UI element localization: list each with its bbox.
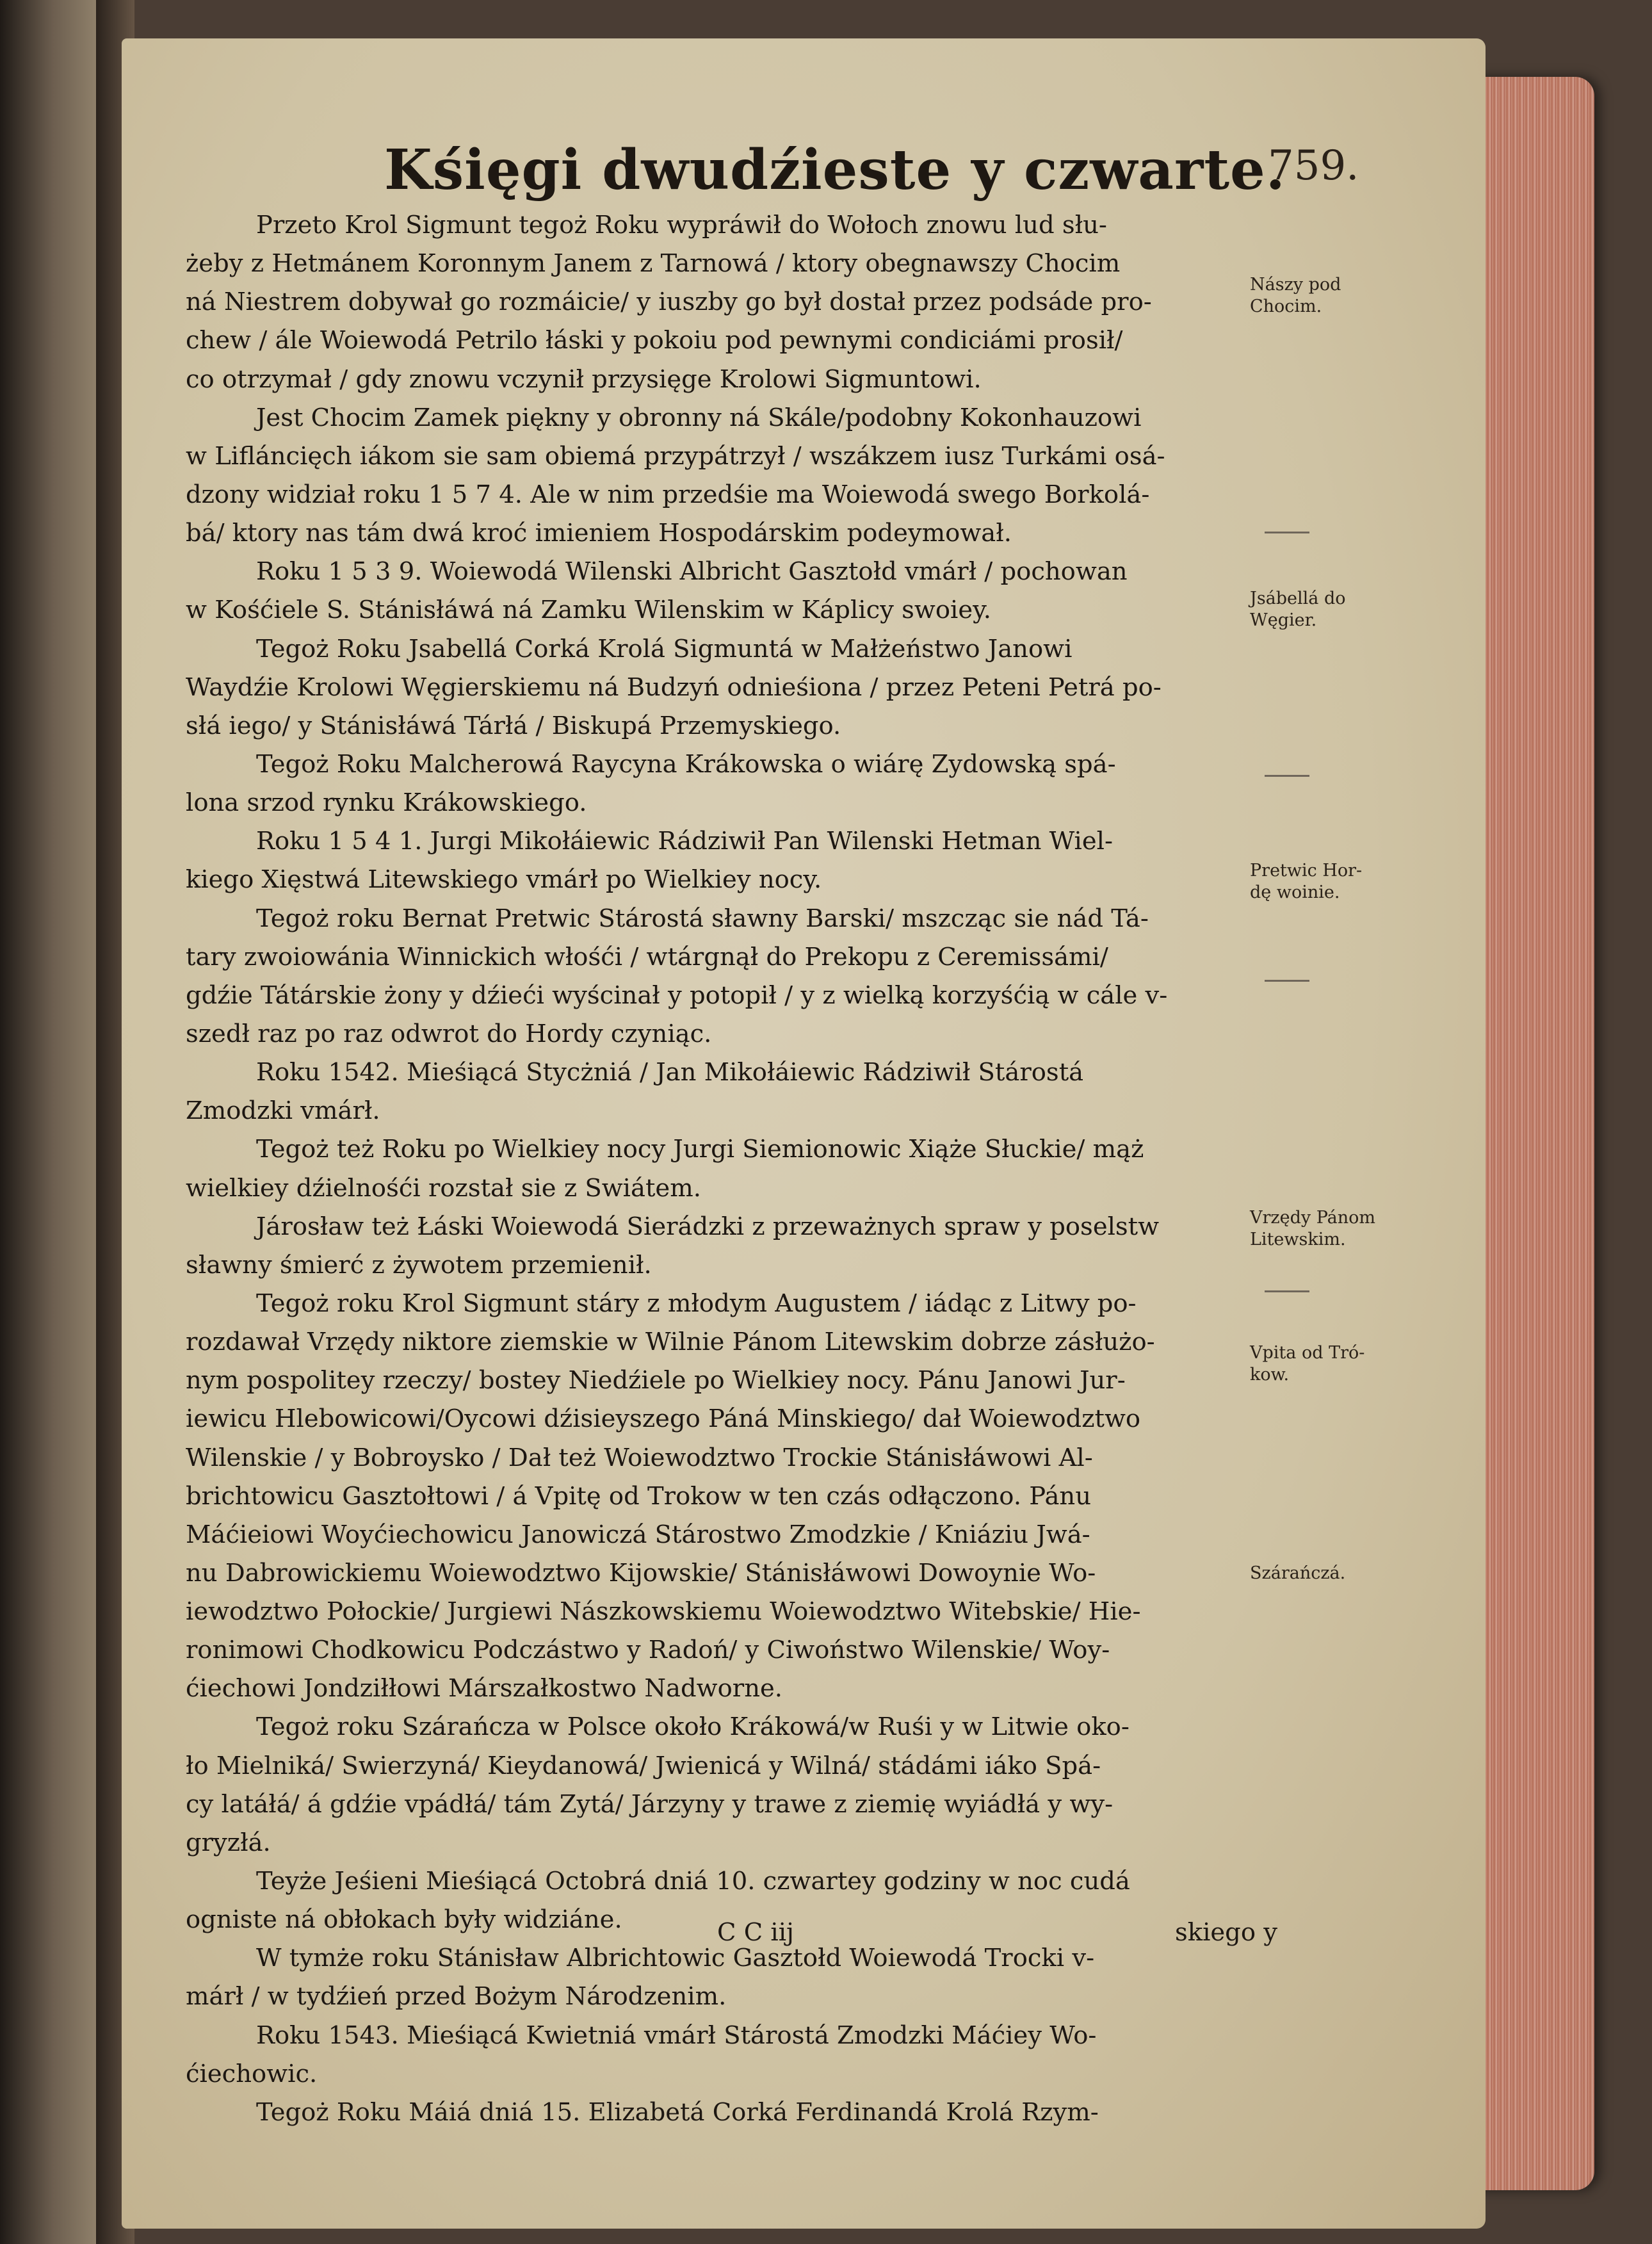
- text-line: Teyże Jeśieni Mieśiącá Octobrá dniá 10. czwartey godziny w noc cudá: [256, 1867, 1130, 1896]
- margin-note: Szárańczá.: [1250, 1563, 1346, 1583]
- margin-rule: [1265, 980, 1309, 982]
- margin-note: Jsábellá do Węgier.: [1250, 589, 1346, 630]
- footer-line: [186, 1918, 1277, 1956]
- margin-note: Vrzędy Pánom Litewskim.: [1250, 1208, 1376, 1249]
- text-line: iewodztwo Połockie/ Jurgiewi Nászkowskiemu Woiewodztwo Witebskie/ Hie-: [186, 1597, 1141, 1627]
- text-line: Roku 1543. Mieśiącá Kwietniá vmárł Stárostá Zmodzki Máćiey Wo-: [256, 2020, 1097, 2050]
- text-line: Tegoż roku Szárańcza w Polsce około Krákowá/w Ruśi y w Litwie oko-: [256, 1712, 1130, 1742]
- catchword: skiego y: [1175, 1918, 1277, 1947]
- margin-rule: [1265, 532, 1309, 533]
- text-line: Tegoż Roku Malcherowá Raycyna Krákowska o wiárę Zydowską spá-: [256, 749, 1116, 779]
- text-line: Máćieiowi Woyćiechowicu Janowiczá Stárostwo Zmodzkie / Kniáziu Jwá-: [186, 1520, 1090, 1549]
- signature-mark: C C iij: [717, 1918, 794, 1947]
- margin-note: Pretwic Hor- dę woinie.: [1250, 861, 1363, 902]
- text-line: wielkiey dźielnośći rozstał sie z Swiátem.: [186, 1173, 701, 1203]
- text-line: ná Niestrem dobywał go rozmáicie/ y iuszby go był dostał przez podsáde pro-: [186, 288, 1152, 317]
- margin-rule: [1265, 1290, 1309, 1292]
- page-number: 759.: [1268, 142, 1359, 190]
- margin-note: Vpita od Tró- kow.: [1250, 1343, 1365, 1385]
- text-line: Roku 1542. Mieśiącá Stycżniá / Jan Mikołáiewic Rádziwił Stárostá: [256, 1058, 1084, 1087]
- text-line: cy latáłá/ á gdźie vpádłá/ tám Zytá/ Járzyny y trawe z ziemię wyiádłá y wy-: [186, 1789, 1113, 1819]
- text-line: żeby z Hetmánem Koronnym Janem z Tarnowá / ktory obegnawszy Chocim: [186, 249, 1121, 279]
- text-line: szedł raz po raz odwrot do Hordy czyniąc.: [186, 1019, 712, 1048]
- text-line: Járosław też Łáski Woiewodá Sierádzki z przeważnych spraw y poselstw: [256, 1212, 1160, 1241]
- text-line: lona srzod rynku Krákowskiego.: [186, 788, 587, 818]
- text-line: márł / w tydźień przed Bożym Národzenim.: [186, 1982, 727, 2012]
- text-line: Jest Chocim Zamek piękny y obronny ná Skále/podobny Kokonhauzowi: [256, 403, 1142, 432]
- text-line: sławny śmierć z żywotem przemienił.: [186, 1250, 652, 1280]
- text-line: Tegoż Roku Máiá dniá 15. Elizabetá Corká Ferdinandá Krolá Rzym-: [256, 2097, 1099, 2127]
- text-line: w Lifláncięch iákom sie sam obiemá przypátrzył / wszákzem iusz Turkámi osá-: [186, 441, 1165, 471]
- running-head: Kśięgi dwudźieste y czwarte.: [384, 138, 1286, 202]
- text-line: iewicu Hlebowicowi/Oycowi dźisieyszego Páná Minskiego/ dał Woiewodztwo: [186, 1404, 1141, 1434]
- text-line: ćiechowic.: [186, 2059, 318, 2088]
- margin-note: Nászy pod Chocim.: [1250, 275, 1341, 316]
- text-line: Tegoż Roku Jsabellá Corká Krolá Sigmuntá w Małżeństwo Janowi: [256, 634, 1073, 663]
- text-line: Roku 1 5 4 1. Jurgi Mikołáiewic Rádziwił Pan Wilenski Hetman Wiel-: [256, 827, 1113, 856]
- text-line: Przeto Krol Sigmunt tegoż Roku wypráwił do Wołoch znowu lud słu-: [256, 211, 1107, 240]
- text-line: ćiechowi Jondziłłowi Márszałkostwo Nadworne.: [186, 1674, 783, 1703]
- text-line: ronimowi Chodkowicu Podczástwo y Radoń/ y Ciwoństwo Wilenskie/ Woy-: [186, 1636, 1110, 1665]
- text-line: Roku 1 5 3 9. Woiewodá Wilenski Albricht Gasztołd vmárł / pochowan: [256, 557, 1128, 587]
- text-line: gryzłá.: [186, 1828, 271, 1857]
- text-line: nu Dabrowickiemu Woiewodztwo Kijowskie/ Stánisłáwowi Dowoynie Wo-: [186, 1558, 1096, 1588]
- left-page-edge: [0, 0, 96, 2244]
- text-line: słá iego/ y Stánisłáwá Tárłá / Biskupá Przemyskiego.: [186, 711, 841, 740]
- text-line: ło Mielniká/ Swierzyná/ Kieydanowá/ Jwienicá y Wilná/ stádámi iáko Spá-: [186, 1751, 1101, 1780]
- text-line: bá/ ktory nas tám dwá kroć imieniem Hospodárskim podeymował.: [186, 519, 1012, 548]
- text-line: ogniste ná obłokach były widziáne.: [186, 1905, 622, 1935]
- text-line: Waydźie Krolowi Węgierskiemu ná Budzyń odnieśiona / przez Peteni Petrá po-: [186, 672, 1162, 702]
- text-line: gdźie Tátárskie żony y dźieći wyścinał y potopił / y z wielką korzyśćią w cále v-: [186, 980, 1168, 1010]
- text-line: Wilenskie / y Bobroysko / Dał też Woiewodztwo Trockie Stánisłáwowi Al-: [186, 1443, 1093, 1472]
- text-line: dzony widział roku 1 5 7 4. Ale w nim przedśie ma Woiewodá swego Borkolá-: [186, 480, 1150, 509]
- text-line: nym pospolitey rzeczy/ bostey Niedźiele po Wielkiey nocy. Pánu Janowi Jur-: [186, 1366, 1126, 1395]
- text-line: kiego Xięstwá Litewskiego vmárł po Wielkiey nocy.: [186, 865, 822, 895]
- margin-rule: [1265, 775, 1309, 777]
- text-line: co otrzymał / gdy znowu vczynił przysięge Krolowi Sigmuntowi.: [186, 364, 982, 394]
- text-line: Zmodzki vmárł.: [186, 1096, 380, 1126]
- text-line: Tegoż roku Bernat Pretwic Stárostá sławny Barski/ mszcząc sie nád Tá-: [256, 904, 1149, 933]
- text-line: Tegoż roku Krol Sigmunt stáry z młodym Augustem / iádąc z Litwy po-: [256, 1289, 1137, 1318]
- text-line: rozdawał Vrzędy niktore ziemskie w Wilnie Pánom Litewskim dobrze zásłużo-: [186, 1328, 1155, 1357]
- text-line: Tegoż też Roku po Wielkiey nocy Jurgi Siemionowic Xiąże Słuckie/ mąż: [256, 1135, 1144, 1164]
- text-line: W tymże roku Stánisław Albrichtowic Gasztołd Woiewodá Trocki v-: [256, 1944, 1095, 1973]
- text-line: tary zwoiowánia Winnickich włośći / wtárgnął do Prekopu z Ceremissámi/: [186, 942, 1108, 972]
- text-line: w Kośćiele S. Stánisłáwá ná Zamku Wilenskim w Káplicy swoiey.: [186, 596, 991, 625]
- text-line: brichtowicu Gasztołtowi / á Vpitę od Trokow w ten czás odłączono. Pánu: [186, 1481, 1092, 1511]
- text-line: chew / ále Woiewodá Petrilo łáski y pokoiu pod pewnymi condiciámi prosił/: [186, 326, 1123, 355]
